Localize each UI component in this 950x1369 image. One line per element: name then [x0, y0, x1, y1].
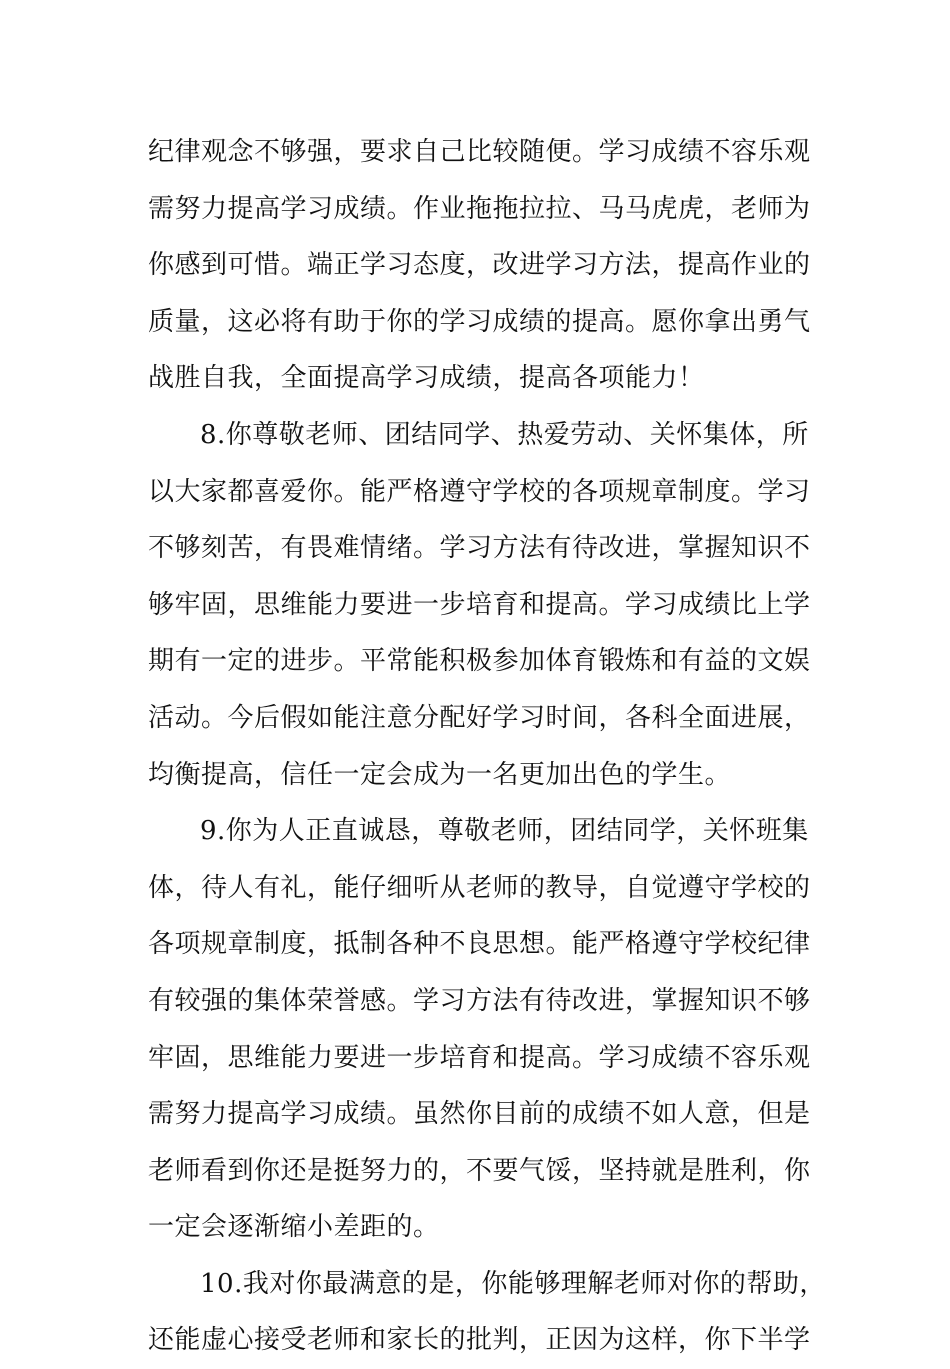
text-line: 活动。今后假如能注意分配好学习时间，各科全面进展， [148, 702, 811, 733]
text-line: 需努力提高学习成绩。作业拖拖拉拉、马马虎虎，老师为 [148, 193, 811, 224]
text-line: 需努力提高学习成绩。虽然你目前的成绩不如人意，但是 [148, 1099, 811, 1130]
text-line: 均衡提高，信任一定会成为一名更加出色的学生。 [148, 759, 732, 790]
text-line: 有较强的集体荣誉感。学习方法有待改进，掌握知识不够 [148, 985, 811, 1016]
text-line: 老师看到你还是挺努力的，不要气馁，坚持就是胜利，你 [148, 1155, 811, 1186]
text-line: 你感到可惜。端正学习态度，改进学习方法，提高作业的 [148, 250, 811, 281]
text-line: 10.我对你最满意的是，你能够理解老师对你的帮助， [200, 1268, 826, 1299]
document-body [148, 124, 826, 1369]
text-line: 一定会逐渐缩小差距的。 [148, 1212, 440, 1243]
paragraph-item-10 [148, 1256, 826, 1369]
text-line: 牢固，思维能力要进一步培育和提高。学习成绩不容乐观 [148, 1042, 811, 1073]
text-line: 9.你为人正直诚恳，尊敬老师，团结同学，关怀班集 [200, 816, 809, 847]
paragraph-item-9 [148, 803, 811, 1256]
text-line: 战胜自我，全面提高学习成绩，提高各项能力！ [148, 363, 705, 394]
paragraph [148, 124, 811, 407]
text-line: 纪律观念不够强，要求自己比较随便。学习成绩不容乐观 [148, 137, 811, 167]
text-line: 够牢固，思维能力要进一步培育和提高。学习成绩比上学 [148, 589, 811, 620]
text-line: 8.你尊敬老师、团结同学、热爱劳动、关怀集体，所 [200, 419, 809, 450]
text-line: 以大家都喜爱你。能严格遵守学校的各项规章制度。学习 [148, 476, 811, 507]
text-line: 期有一定的进步。平常能积极参加体育锻炼和有益的文娱 [148, 646, 811, 677]
text-line: 还能虚心接受老师和家长的批判，正因为这样，你下半学 [148, 1325, 811, 1356]
text-line: 不够刻苦，有畏难情绪。学习方法有待改进，掌握知识不 [148, 533, 811, 564]
text-line: 体，待人有礼，能仔细听从老师的教导，自觉遵守学校的 [148, 872, 811, 903]
paragraph-item-8 [148, 407, 811, 803]
text-line: 质量，这必将有助于你的学习成绩的提高。愿你拿出勇气 [148, 306, 811, 337]
text-line: 各项规章制度，抵制各种不良思想。能严格遵守学校纪律 [148, 929, 811, 960]
